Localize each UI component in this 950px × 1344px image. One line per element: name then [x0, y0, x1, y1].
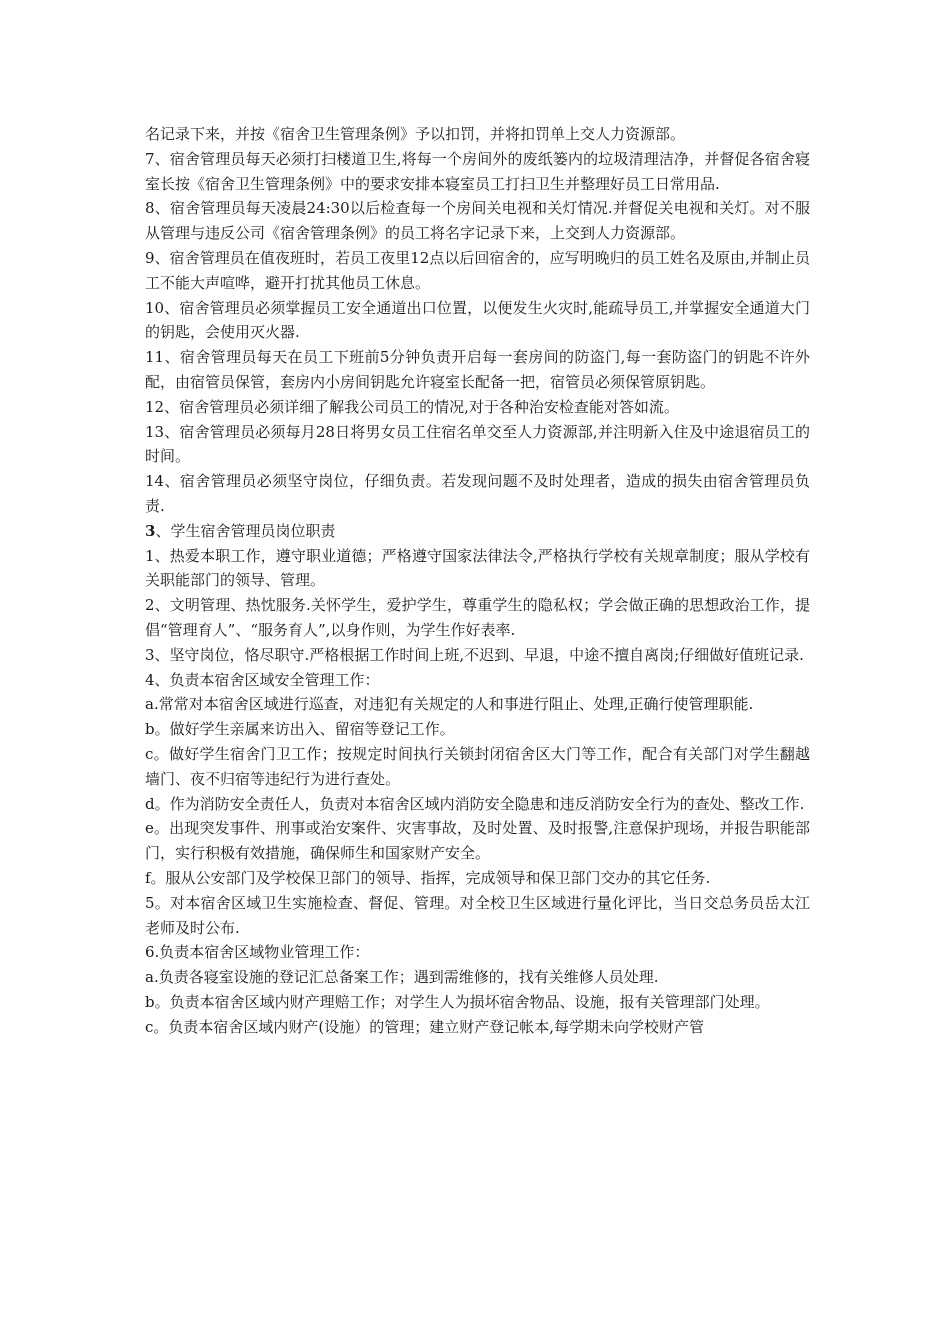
- paragraph: 7、宿舍管理员每天必须打扫楼道卫生,将每一个房间外的废纸篓内的垃圾清理洁净，并督促各宿舍寝室长按《宿舍卫生管理条例》中的要求安排本寝室员工打扫卫生并整理好员工日常用品.: [145, 149, 810, 193]
- paragraph: 4、负责本宿舍区域安全管理工作：: [145, 670, 380, 689]
- paragraph: 12、宿舍管理员必须详细了解我公司员工的情况,对于各种治安检查能对答如流。: [145, 397, 679, 416]
- paragraph: 5。对本宿舍区域卫生实施检查、督促、管理。对全校卫生区域进行量化评比，当日交总务员岳太江老师及时公布.: [145, 893, 810, 937]
- paragraph: b。负责本宿舍区域内财产理赔工作；对学生人为损坏宿舍物品、设施，报有关管理部门处理。: [145, 992, 770, 1011]
- paragraph: 11、宿舍管理员每天在员工下班前5分钟负责开启每一套房间的防盗门,每一套防盗门的钥匙不许外配，由宿管员保管，套房内小房间钥匙允许寝室长配备一把，宿管员必须保管原钥匙。: [145, 348, 810, 391]
- paragraph: 10、宿舍管理员必须掌握员工安全通道出口位置，以便发生火灾时,能疏导员工,并掌握安全通道大门的钥匙，会使用灭火器.: [145, 298, 810, 342]
- paragraph: 8、宿舍管理员每天凌晨24:30以后检查每一个房间关电视和关灯情况.并督促关电视和关灯。对不服从管理与违反公司《宿舍管理条例》的员工将名字记录下来，上交到人力资源部。: [145, 199, 810, 243]
- paragraph: e。出现突发事件、刑事或治安案件、灾害事故，及时处置、及时报警,注意保护现场，并报告职能部门，实行积极有效措施，确保师生和国家财产安全。: [145, 819, 810, 863]
- paragraph: 9、宿舍管理员在值夜班时，若员工夜里12点以后回宿舍的，应写明晚归的员工姓名及原由,并制止员工不能大声喧哗，避开打扰其他员工休息。: [145, 248, 810, 292]
- paragraph: 14、宿舍管理员必须坚守岗位，仔细负责。若发现问题不及时处理者，造成的损失由宿舍管理员负责.: [145, 472, 810, 515]
- paragraph: 13、宿舍管理员必须每月28日将男女员工住宿名单交至人力资源部,并注明新入住及中途退宿员工的时间。: [145, 422, 810, 466]
- paragraph: c。负责本宿舍区域内财产(设施）的管理；建立财产登记帐本,每学期未向学校财产管: [145, 1017, 705, 1036]
- paragraph: a.负责各寝室设施的登记汇总备案工作；遇到需维修的，找有关维修人员处理.: [145, 968, 659, 987]
- paragraph: c。做好学生宿舍门卫工作；按规定时间执行关锁封闭宿舍区大门等工作，配合有关部门对学生翻越墙门、夜不归宿等违纪行为进行查处。: [145, 744, 810, 788]
- paragraph: d。作为消防安全责任人，负责对本宿舍区域内消防安全隐患和违反消防安全行为的查处、整改工作.: [145, 794, 805, 813]
- paragraph: f。服从公安部门及学校保卫部门的领导、指挥，完成领导和保卫部门交办的其它任务.: [145, 868, 711, 887]
- paragraph: 6.负责本宿舍区域物业管理工作：: [145, 943, 370, 962]
- paragraph: 3、坚守岗位，恪尽职守.严格根据工作时间上班,不迟到、早退，中途不擅自离岗;仔细做好值班记录.: [145, 645, 804, 664]
- section-number: 3: [145, 521, 156, 540]
- document-page: [145, 122, 810, 1039]
- section-heading: [145, 519, 810, 544]
- paragraph: 2、文明管理、热忱服务.关怀学生，爱护学生，尊重学生的隐私权；学会做正确的思想政治工作，提倡“管理育人”、“服务育人”,以身作则，为学生作好表率.: [145, 596, 810, 639]
- paragraph: 1、热爱本职工作，遵守职业道德；严格遵守国家法律法令,严格执行学校有关规章制度；服从学校有关职能部门的领导、管理。: [145, 546, 810, 590]
- paragraph: b。做好学生亲属来访出入、留宿等登记工作。: [145, 720, 455, 739]
- paragraph: 名记录下来，并按《宿舍卫生管理条例》予以扣罚，并将扣罚单上交人力资源部。: [145, 125, 686, 143]
- section-title: 、学生宿舍管理员岗位职责: [155, 521, 336, 540]
- paragraph: a.常常对本宿舍区域进行巡查，对违犯有关规定的人和事进行阻止、处理,正确行使管理职能.: [145, 695, 754, 714]
